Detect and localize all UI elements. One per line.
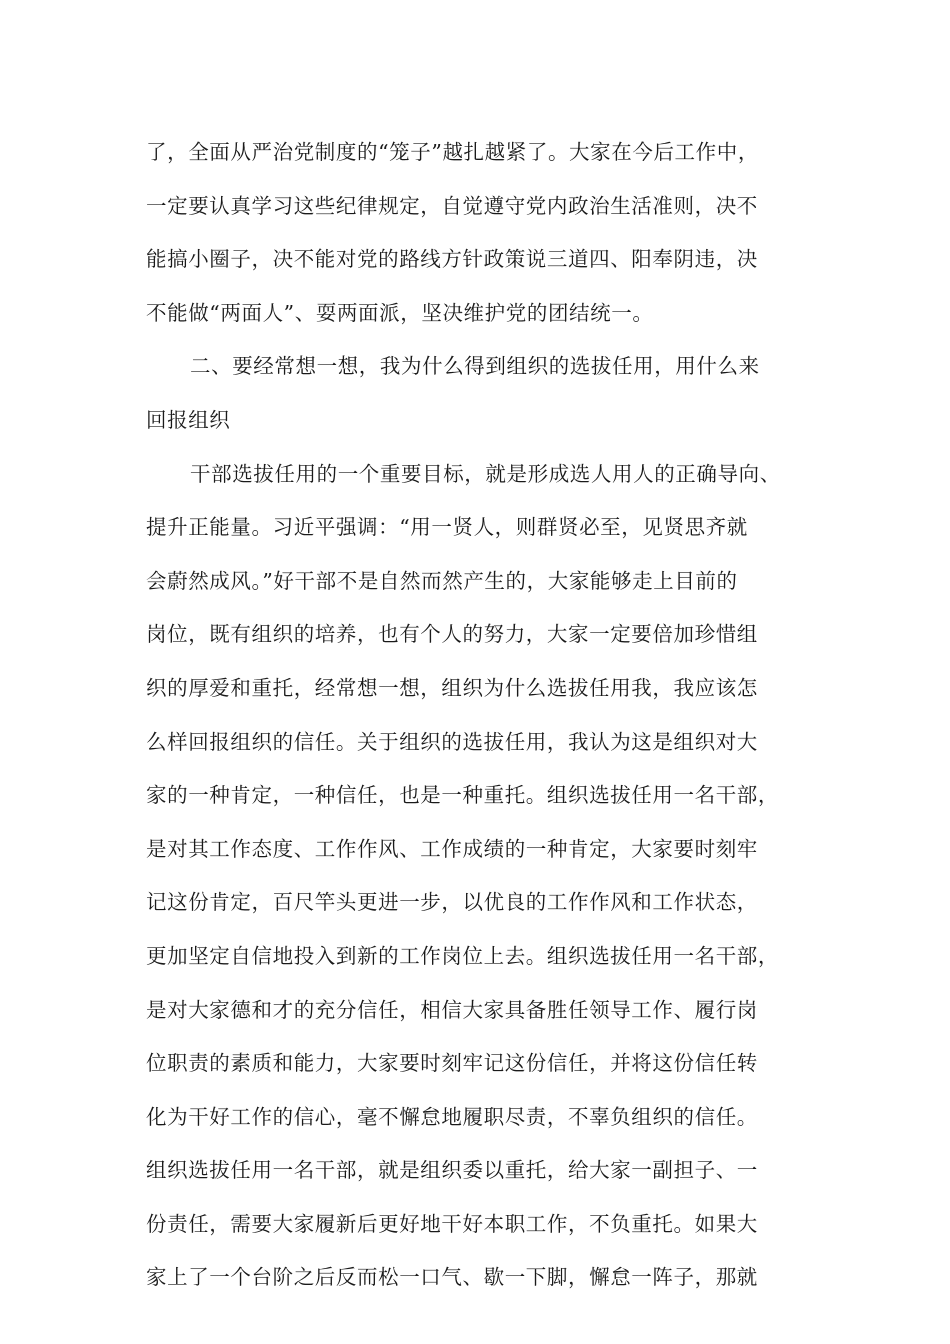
- text-line: 会蔚然成风。”好干部不是自然而然产生的，大家能够走上目前的: [146, 568, 738, 593]
- text-line: 了，全面从严治党制度的“笼子”越扎越紧了。大家在今后工作中，: [146, 140, 759, 164]
- text-line: 能搞小圈子，决不能对党的路线方针政策说三道四、阳奉阴违，决: [146, 247, 758, 272]
- text-line: 是对其工作态度、工作作风、工作成绩的一种肯定，大家要时刻牢: [146, 836, 758, 861]
- text-line: 么样回报组织的信任。关于组织的选拔任用，我认为这是组织对大: [146, 729, 758, 754]
- text-line: 份责任，需要大家履新后更好地干好本职工作，不负重托。如果大: [146, 1211, 758, 1236]
- text-line: 回报组织: [146, 407, 231, 432]
- text-line: 提升正能量。习近平强调：“用一贤人，则群贤必至，见贤思齐就: [146, 515, 748, 540]
- text-line: 干部选拔任用的一个重要目标，就是形成选人用人的正确导向、: [190, 461, 781, 486]
- document-body: [146, 126, 826, 1305]
- text-line: 家的一种肯定，一种信任，也是一种重托。组织选拔任用一名干部，: [146, 783, 779, 808]
- text-line: 记这份肯定，百尺竿头更进一步，以优良的工作作风和工作状态，: [146, 890, 758, 915]
- text-line: 岗位，既有组织的培养，也有个人的努力，大家一定要倍加珍惜组: [146, 622, 758, 647]
- text-line: 织的厚爱和重托，经常想一想，组织为什么选拔任用我，我应该怎: [146, 675, 758, 700]
- text-line: 家上了一个台阶之后反而松一口气、歇一下脚，懈怠一阵子，那就: [146, 1265, 758, 1290]
- text-line: 位职责的素质和能力，大家要时刻牢记这份信任，并将这份信任转: [146, 1051, 758, 1076]
- text-line: 化为干好工作的信心，毫不懈怠地履职尽责，不辜负组织的信任。: [146, 1104, 758, 1129]
- text-line: 不能做“两面人”、耍两面派，坚决维护党的团结统一。: [146, 300, 654, 325]
- text-line: 二、要经常想一想，我为什么得到组织的选拔任用，用什么来: [190, 354, 760, 379]
- text-line: 是对大家德和才的充分信任，相信大家具备胜任领导工作、履行岗: [146, 997, 758, 1022]
- text-line: 一定要认真学习这些纪律规定，自觉遵守党内政治生活准则，决不: [146, 193, 758, 218]
- text-line: 更加坚定自信地投入到新的工作岗位上去。组织选拔任用一名干部，: [146, 943, 779, 968]
- text-line: 组织选拔任用一名干部，就是组织委以重托，给大家一副担子、一: [146, 1158, 758, 1183]
